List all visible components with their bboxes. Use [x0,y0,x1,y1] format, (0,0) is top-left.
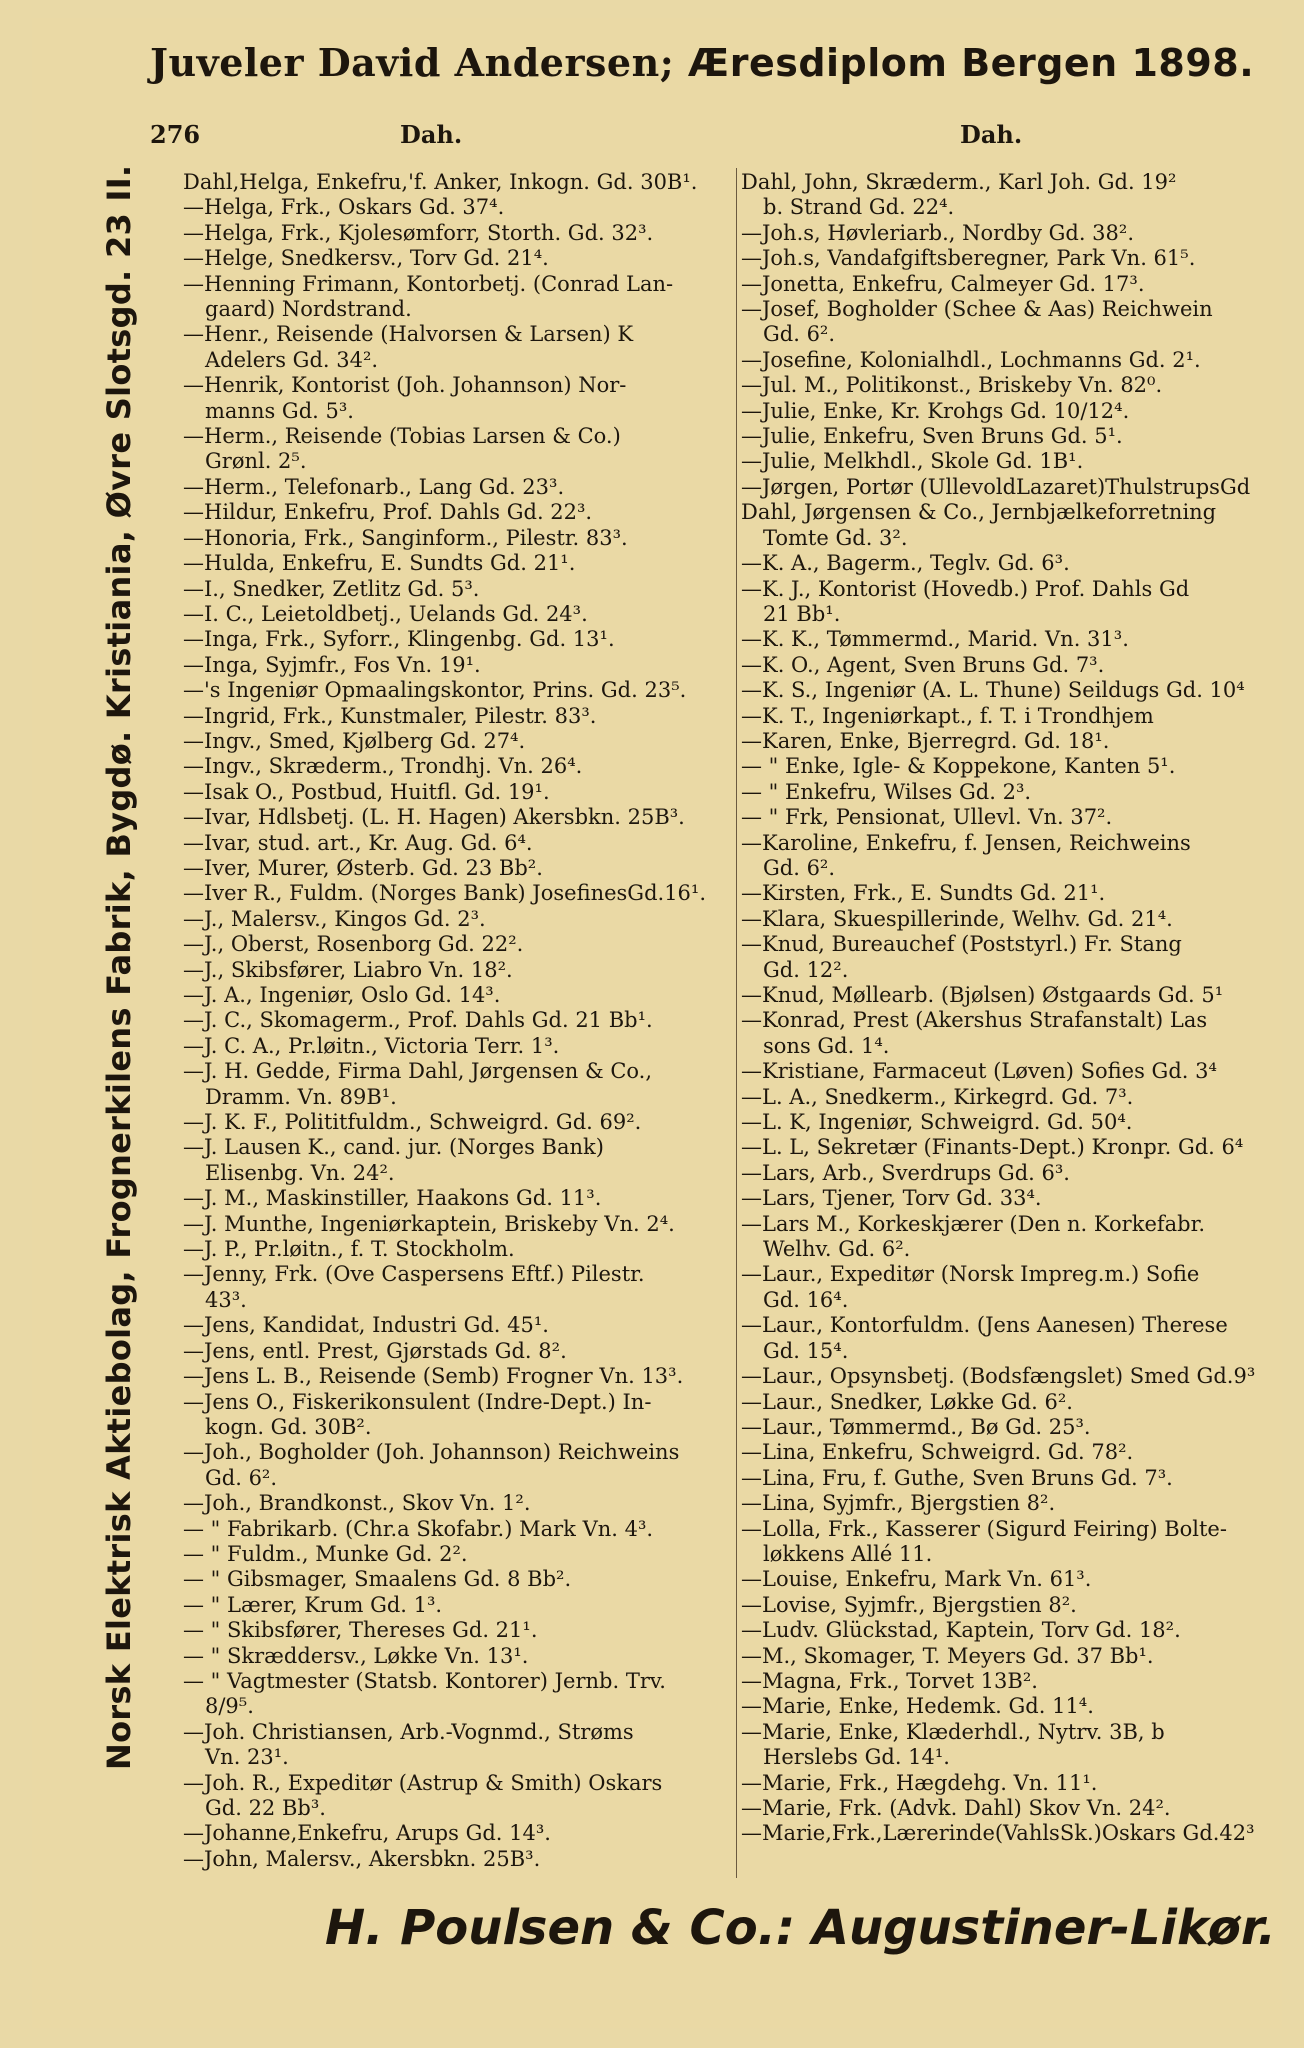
directory-entry-line: —I. C., Leietoldbetj., Uelands Gd. 24³. [183,601,588,626]
side-advertisement: Norsk Elektrisk Aktiebolag, Frognerkilens Fabrik, Bygdø. Kristiania, Øvre Slotsgd. 23 II. [100,164,138,1770]
directory-entry-line: —Kirsten, Frk., E. Sundts Gd. 21¹. [741,881,1106,906]
directory-entry-line: —Knud, Bureauchef (Poststyrl.) Fr. Stang [741,932,1182,957]
directory-entry-line: —Helga, Frk., Kjolesømforr, Storth. Gd. 32³. [183,220,654,245]
directory-entry-line: gaard) Nordstrand. [205,297,412,322]
directory-entry-line: —L. K, Ingeniør, Schweigrd. Gd. 50⁴. [741,1110,1133,1135]
directory-entry-line: —Ludv. Glückstad, Kaptein, Torv Gd. 18². [741,1618,1181,1643]
directory-entry-line: —Joh.s, Vandafgiftsberegner, Park Vn. 61⁵. [741,246,1196,271]
directory-entry-line: —J. K. F., Polititfuldm., Schweigrd. Gd. 69². [183,1110,642,1135]
directory-entry-line: —Karen, Enke, Bjerregrd. Gd. 18¹. [741,728,1110,753]
directory-entry-line: manns Gd. 5³. [205,398,354,423]
directory-entry-line: —J. C. A., Pr.løitn., Victoria Terr. 1³. [183,1033,560,1058]
directory-entry-line: —K. A., Bagerm., Teglv. Gd. 6³. [741,551,1070,576]
directory-entry-line: —Marie, Frk. (Advk. Dahl) Skov Vn. 24². [741,1796,1171,1820]
directory-entry-line: —L. A., Snedkerm., Kirkegrd. Gd. 7³. [741,1084,1134,1109]
directory-entry-line: —Laur., Tømmermd., Bø Gd. 25³. [741,1414,1091,1439]
directory-entry-line: —Jens O., Fiskerikonsulent (Indre-Dept.) In- [183,1389,652,1414]
directory-entry-line: —Laur., Expeditør (Norsk Impreg.m.) Sofie [741,1262,1200,1287]
directory-entry-line: —J. C., Skomagerm., Prof. Dahls Gd. 21 Bb¹. [183,1008,653,1033]
directory-entry-line: —Laur., Opsynsbetj. (Bodsfængslet) Smed Gd.9³ [741,1364,1256,1389]
directory-entry-line: — " Fuldm., Munke Gd. 2². [183,1541,468,1566]
running-head-right: Dah. [960,120,1023,149]
directory-entry-line: Dahl, John, Skræderm., Karl Joh. Gd. 19² [741,170,1177,194]
directory-entry-line: —Joh., Bogholder (Joh. Johannson) Reichweins [183,1440,680,1465]
directory-entry-line: —Julie, Enke, Kr. Krohgs Gd. 10/12⁴. [741,398,1130,423]
directory-entry-line: —J. Lausen K., cand. jur. (Norges Bank) [183,1135,604,1160]
directory-entry-line: —Klara, Skuespillerinde, Welhv. Gd. 21⁴. [741,906,1173,931]
directory-entry-line: —Ingv., Skræderm., Trondhj. Vn. 26⁴. [183,754,583,779]
directory-entry-line: —Lars, Arb., Sverdrups Gd. 6³. [741,1160,1070,1185]
directory-entry-line: —Herm., Reisende (Tobias Larsen & Co.) [183,424,621,449]
directory-entry-line: løkkens Allé 11. [763,1541,933,1566]
directory-entry-line: Herslebs Gd. 14¹. [763,1745,950,1770]
directory-entry-line: Gd. 6². [763,855,836,880]
directory-entry-line: —Helga, Frk., Oskars Gd. 37⁴. [183,195,505,220]
directory-entry-line: —I., Snedker, Zetlitz Gd. 5³. [183,576,480,601]
directory-entry-line: Adelers Gd. 34². [205,347,379,372]
running-head-left: Dah. [400,120,463,149]
directory-entry-line: —Julie, Enkefru, Sven Bruns Gd. 5¹. [741,424,1123,449]
directory-entry-line: —Jens L. B., Reisende (Semb) Frogner Vn. 13³. [183,1364,684,1389]
directory-entry-line: Grønl. 2⁵. [205,449,307,474]
directory-entry-line: —Hildur, Enkefru, Prof. Dahls Gd. 22³. [183,500,593,525]
directory-entry-line: Gd. 12². [763,957,849,982]
directory-entry-line: — " Lærer, Krum Gd. 1³. [183,1592,443,1617]
directory-entry-line: —Isak O., Postbud, Huitfl. Gd. 19¹. [183,779,550,804]
directory-entry-line: —Josefine, Kolonialhdl., Lochmanns Gd. 2¹. [741,347,1201,372]
directory-entry-line: —'s Ingeniør Opmaalingskontor, Prins. Gd. 23⁵. [183,678,687,703]
directory-entry-line: — " Fabrikarb. (Chr.a Skofabr.) Mark Vn. 4³. [183,1516,654,1541]
directory-entry-line: —Herm., Telefonarb., Lang Gd. 23³. [183,474,565,499]
page-number: 276 [150,120,201,149]
directory-entry-line: —Lina, Syjmfr., Bjergstien 8². [741,1491,1056,1516]
header-ad-right: Æresdiplom Bergen 1898. [687,41,1255,85]
directory-entry-line: —Joh. Christiansen, Arb.-Vognmd., Strøms [183,1719,634,1744]
directory-entry-line: —Henrik, Kontorist (Joh. Johannson) Nor- [183,373,627,398]
directory-entry-line: —J. H. Gedde, Firma Dahl, Jørgensen & Co., [183,1059,653,1084]
directory-entry-line: Gd. 22 Bb³. [205,1796,326,1820]
directory-entry-line: —Marie,Frk.,Lærerinde(VahlsSk.)Oskars Gd.42³ [741,1821,1255,1846]
directory-entry-line: 43³. [205,1287,247,1312]
directory-entry-line: —Helge, Snedkersv., Torv Gd. 21⁴. [183,246,549,271]
directory-entry-line: —K. O., Agent, Sven Bruns Gd. 7³. [741,652,1105,677]
directory-entry-line: —J., Skibsfører, Liabro Vn. 18². [183,957,513,982]
directory-entry-line: Gd. 16⁴. [763,1287,849,1312]
directory-entry-line: Dahl, Jørgensen & Co., Jernbjælkeforretning [741,500,1217,525]
directory-entry-line: —K. S., Ingeniør (A. L. Thune) Seildugs Gd. 10⁴ [741,678,1245,703]
directory-entry-line: Gd. 15⁴. [763,1338,849,1363]
directory-entry-line: —Louise, Enkefru, Mark Vn. 61³. [741,1567,1092,1592]
column-divider [736,168,737,1878]
directory-entry-line: —K. T., Ingeniørkapt., f. T. i Trondhjem [741,703,1154,728]
header-ad-left: Juveler David Andersen; [150,40,675,85]
directory-entry-line: —Lars M., Korkeskjærer (Den n. Korkefabr. [741,1211,1206,1236]
directory-entry-line: —Marie, Enke, Hedemk. Gd. 11⁴. [741,1694,1094,1719]
directory-entry-line: —Joh.s, Høvleriarb., Nordby Gd. 38². [741,220,1135,245]
directory-entry-line: —J. A., Ingeniør, Oslo Gd. 14³. [183,983,501,1007]
directory-entry-line: —Lina, Fru, f. Guthe, Sven Bruns Gd. 7³. [741,1465,1173,1490]
directory-entry-line: kogn. Gd. 30B². [205,1414,372,1439]
directory-entry-line: —Marie, Frk., Hægdehg. Vn. 11¹. [741,1770,1098,1795]
directory-entry-line: —J. P., Pr.løitn., f. T. Stockholm. [183,1237,515,1262]
directory-entry-line: —Knud, Møllearb. (Bjølsen) Østgaards Gd. 5¹ [741,983,1224,1007]
directory-entry-line: —Jul. M., Politikonst., Briskeby Vn. 82⁰. [741,373,1163,398]
header-advertisement [150,40,1255,85]
directory-entry-line: —Ingrid, Frk., Kunstmaler, Pilestr. 83³. [183,703,597,728]
directory-entry-line: — " Enkefru, Wilses Gd. 2³. [741,779,1032,804]
directory-entry-line: —Jens, Kandidat, Industri Gd. 45¹. [183,1313,549,1338]
directory-entry-line: — " Skibsfører, Thereses Gd. 21¹. [183,1618,538,1643]
directory-entry-line: —Jenny, Frk. (Ove Caspersens Eftf.) Pilestr. [183,1262,645,1287]
directory-entry-line: —Marie, Enke, Klæderhdl., Nytrv. 3B, b [741,1719,1165,1744]
directory-entry-line: —Kristiane, Farmaceut (Løven) Sofies Gd. 3⁴ [741,1059,1217,1084]
directory-entry-line: —Iver, Murer, Østerb. Gd. 23 Bb². [183,855,543,880]
directory-entry-line: b. Strand Gd. 22⁴. [763,195,955,220]
directory-entry-line: 8/9⁵. [205,1694,254,1719]
directory-entry-line: —Karoline, Enkefru, f. Jensen, Reichweins [741,830,1191,855]
directory-entry-line: — " Skræddersv., Løkke Vn. 13¹. [183,1643,529,1668]
directory-entry-line: — " Vagtmester (Statsb. Kontorer) Jernb. Trv. [183,1668,666,1693]
directory-entry-line: —Lars, Tjener, Torv Gd. 33⁴. [741,1186,1042,1211]
directory-entry-line: Tomte Gd. 3². [763,525,908,550]
directory-entry-line: Vn. 23¹. [205,1745,289,1770]
directory-entry-line: —Josef, Bogholder (Schee & Aas) Reichwein [741,297,1213,322]
directory-entry-line: Welhv. Gd. 6². [763,1237,911,1262]
directory-entry-line: —J., Oberst, Rosenborg Gd. 22². [183,932,524,957]
directory-entry-line: — " Gibsmager, Smaalens Gd. 8 Bb². [183,1567,572,1592]
directory-entry-line: —Lovise, Syjmfr., Bjergstien 8². [741,1592,1077,1617]
directory-entry-line: — " Enke, Igle- & Koppekone, Kanten 5¹. [741,754,1176,779]
directory-entry-line: —Joh., Brandkonst., Skov Vn. 1². [183,1491,531,1516]
directory-entry-line: —Jens, entl. Prest, Gjørstads Gd. 8². [183,1338,567,1363]
directory-entry-line: —Ingv., Smed, Kjølberg Gd. 27⁴. [183,728,526,753]
directory-entry-line: Gd. 6². [763,322,836,347]
directory-entry-line: —J. M., Maskinstiller, Haakons Gd. 11³. [183,1186,602,1211]
directory-entry-line: —Lina, Enkefru, Schweigrd. Gd. 78². [741,1440,1134,1465]
left-column [183,170,738,1872]
directory-entry-line: Dahl,Helga, Enkefru,'f. Anker, Inkogn. Gd. 30B¹. [183,170,698,194]
directory-entry-line: —J., Malersv., Kingos Gd. 2³. [183,906,486,931]
directory-entry-line: —K. K., Tømmermd., Marid. Vn. 31³. [741,627,1129,652]
directory-entry-line: —John, Malersv., Akersbkn. 25B³. [183,1846,541,1871]
directory-entry-line: —Honoria, Frk., Sanginform., Pilestr. 83³. [183,525,628,550]
directory-entry-line: —Laur., Kontorfuldm. (Jens Aanesen) Therese [741,1313,1228,1338]
right-column [741,170,1281,1847]
directory-entry-line: —Konrad, Prest (Akershus Strafanstalt) Las [741,1008,1208,1033]
directory-entry-line: —Lolla, Frk., Kasserer (Sigurd Feiring) Bolte- [741,1516,1227,1541]
directory-entry-line: —K. J., Kontorist (Hovedb.) Prof. Dahls Gd [741,576,1190,601]
directory-entry-line: —Johanne,Enkefru, Arups Gd. 14³. [183,1821,551,1846]
directory-entry-line: —Julie, Melkhdl., Skole Gd. 1B¹. [741,449,1084,474]
directory-entry-line: —L. L, Sekretær (Finants-Dept.) Kronpr. Gd. 6⁴ [741,1135,1244,1160]
directory-entry-line: —Henning Frimann, Kontorbetj. (Conrad Lan- [183,271,674,296]
directory-entry-line: —Ivar, stud. art., Kr. Aug. Gd. 6⁴. [183,830,533,855]
directory-entry-line: sons Gd. 1⁴. [763,1033,890,1058]
directory-entry-line: —Iver R., Fuldm. (Norges Bank) JosefinesGd.16¹. [183,881,707,906]
directory-entry-line: —Henr., Reisende (Halvorsen & Larsen) K [183,322,634,347]
directory-entry-line: —Magna, Frk., Torvet 13B². [741,1668,1038,1693]
directory-entry-line: —Inga, Frk., Syforr., Klingenbg. Gd. 13¹. [183,627,615,652]
directory-entry-line: — " Frk, Pensionat, Ullevl. Vn. 37². [741,805,1113,830]
directory-entry-line: —Inga, Syjmfr., Fos Vn. 19¹. [183,652,481,677]
directory-entry-line: —M., Skomager, T. Meyers Gd. 37 Bb¹. [741,1643,1154,1668]
directory-entry-line: Dramm. Vn. 89B¹. [205,1084,397,1109]
directory-entry-line: —Joh. R., Expeditør (Astrup & Smith) Oskars [183,1770,663,1795]
directory-entry-line: —J. Munthe, Ingeniørkaptein, Briskeby Vn. 2⁴. [183,1211,675,1236]
directory-entry-line: —Laur., Snedker, Løkke Gd. 6². [741,1389,1073,1414]
directory-entry-line: Elisenbg. Vn. 24². [205,1160,395,1185]
directory-entry-line: —Hulda, Enkefru, E. Sundts Gd. 21¹. [183,551,576,576]
directory-entry-line: Gd. 6². [205,1465,278,1490]
directory-entry-line: —Jonetta, Enkefru, Calmeyer Gd. 17³. [741,271,1145,296]
directory-entry-line: 21 Bb¹. [763,601,841,626]
directory-entry-line: —Ivar, Hdlsbetj. (L. H. Hagen) Akersbkn. 25B³. [183,805,685,830]
directory-entry-line: —Jørgen, Portør (UllevoldLazaret)ThulstrupsGd [741,474,1251,499]
footer-advertisement: H. Poulsen & Co.: Augustiner-Likør. [325,1900,1276,1956]
